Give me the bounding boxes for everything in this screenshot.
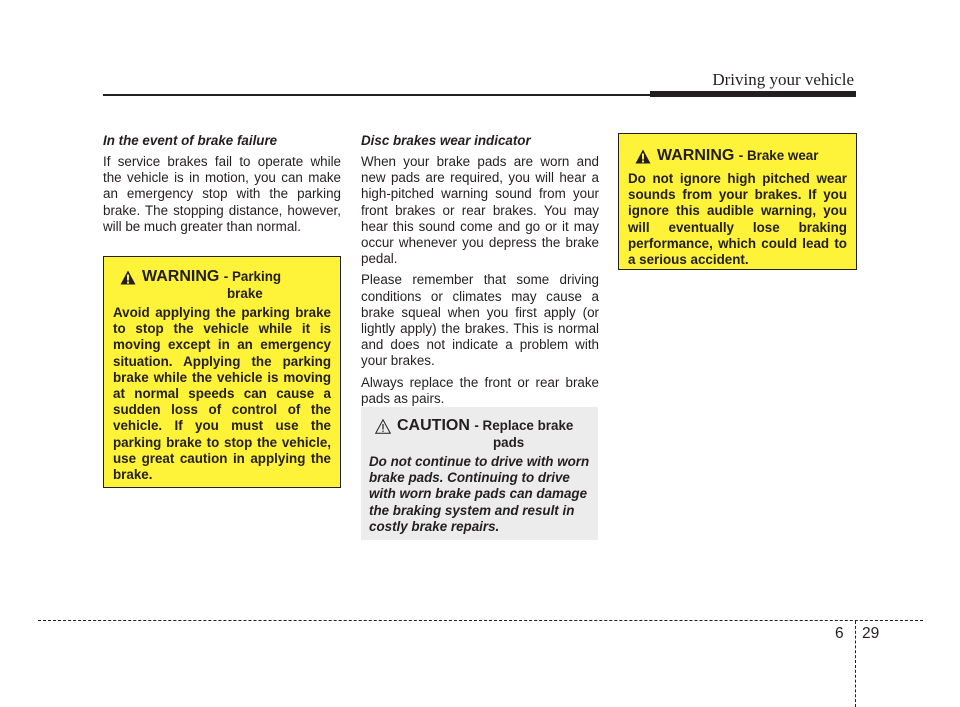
brake-wear-warning-box <box>618 133 857 270</box>
caution-header <box>375 417 590 450</box>
caution-text: Do not continue to drive with worn brake pads. Continuing to drive with worn brake pads can damage the braking system and result in costly brake repairs. <box>369 454 590 534</box>
page-number-divider <box>855 621 856 707</box>
warning-label: WARNING <box>657 147 735 164</box>
warning-triangle-icon <box>635 149 651 164</box>
middle-column <box>361 133 599 412</box>
brake-failure-heading: In the event of brake failure <box>103 133 278 148</box>
warning-topic-line2: brake <box>227 286 263 301</box>
parking-brake-warning-text: Avoid applying the parking brake to stop the vehicle while it is moving except in an emergency situation. Applying the parking brake while the vehicle is moving at normal speeds can cause a sudden loss of control of the vehicle. If you must use the parking brake to stop the vehicle, use great caution in applying the brake. <box>113 305 331 483</box>
warning-triangle-icon <box>120 270 136 285</box>
wear-indicator-paragraph-1: When your brake pads are worn and new pads are required, you will hear a high-pitched warning sound from your front brakes or rear brakes. You may hear this sound come and go or it may occur whenever you depress the brake pedal. <box>361 154 599 267</box>
left-column <box>103 133 341 240</box>
header-title: Driving your vehicle <box>712 70 854 89</box>
replace-brake-pads-caution-box <box>361 407 598 540</box>
parking-brake-warning-header <box>120 268 331 301</box>
wear-indicator-paragraph-2: Please remember that some driving conditions or climates may cause a brake squeal when you first apply (or lightly apply) the brakes. This is normal and does not indicate a problem with your brakes. <box>361 272 599 369</box>
footer-rule <box>38 620 923 621</box>
warning-label: WARNING <box>142 268 220 285</box>
header-rule-accent <box>650 91 856 97</box>
brake-failure-paragraph: If service brakes fail to operate while the vehicle is in motion, you can make an emergency stop with the parking brake. The stopping distance, however, will be much greater than normal. <box>103 154 341 234</box>
page-number: 29 <box>862 625 880 642</box>
brake-wear-warning-text: Do not ignore high pitched wear sounds from your brakes. If you ignore this audible warning, you will eventually lose braking performance, which could lead to a serious accident. <box>628 171 847 268</box>
warning-topic: - Brake wear <box>738 148 819 163</box>
brake-wear-warning-header <box>635 147 847 165</box>
chapter-number: 6 <box>835 625 844 642</box>
caution-triangle-icon <box>375 419 391 434</box>
warning-topic-line1: - Parking <box>223 269 282 284</box>
wear-indicator-paragraph-3: Always replace the front or rear brake pads as pairs. <box>361 374 599 406</box>
caution-label: CAUTION <box>397 417 470 434</box>
parking-brake-warning-box <box>103 256 341 488</box>
caution-topic-line2: pads <box>493 435 525 450</box>
caution-topic-line1: - Replace brake <box>474 418 574 433</box>
wear-indicator-heading: Disc brakes wear indicator <box>361 133 531 148</box>
